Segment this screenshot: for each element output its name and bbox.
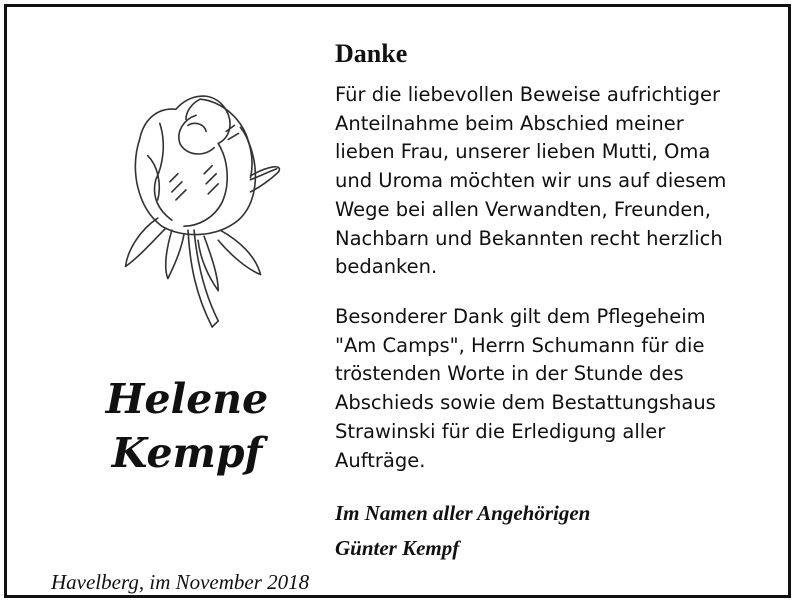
notice-heading: Danke [335, 39, 408, 68]
text-line: Für die liebevollen Beweise aufrichtiger [335, 83, 721, 106]
text-line: Nachbarn und Bekannten recht herzlich [335, 226, 723, 250]
signature-name: Günter Kempf [335, 536, 460, 560]
text-line: Anteilnahme beim Abschied meiner [335, 111, 684, 135]
obituary-card [4, 4, 791, 598]
text-line: bedanken. [335, 255, 438, 279]
text-line: lieben Frau, unserer lieben Mutti, Oma [335, 140, 711, 164]
deceased-first-name: Helene [105, 375, 269, 423]
text-line: Strawinski für die Erledigung aller [335, 419, 666, 443]
text-line: Abschieds sowie dem Bestattungshaus [335, 391, 716, 415]
rose-icon [99, 79, 281, 331]
deceased-last-name: Kempf [111, 429, 263, 477]
text-line: Besonderer Dank gilt dem Pflegeheim [335, 305, 706, 328]
text-line: "Am Camps", Herrn Schumann für die [335, 333, 705, 357]
text-line: Aufträge. [335, 448, 426, 472]
place-and-date: Havelberg, im November 2018 [51, 570, 310, 594]
thanks-paragraph [335, 81, 785, 282]
text-line: tröstenden Worte in der Stunde des [335, 362, 684, 386]
special-thanks-paragraph [335, 303, 785, 475]
text-line: und Uroma möchten wir uns auf diesem [335, 169, 727, 193]
text-line: Wege bei allen Verwandten, Freunden, [335, 197, 711, 221]
signature-family: Im Namen aller Angehörigen [335, 501, 591, 525]
